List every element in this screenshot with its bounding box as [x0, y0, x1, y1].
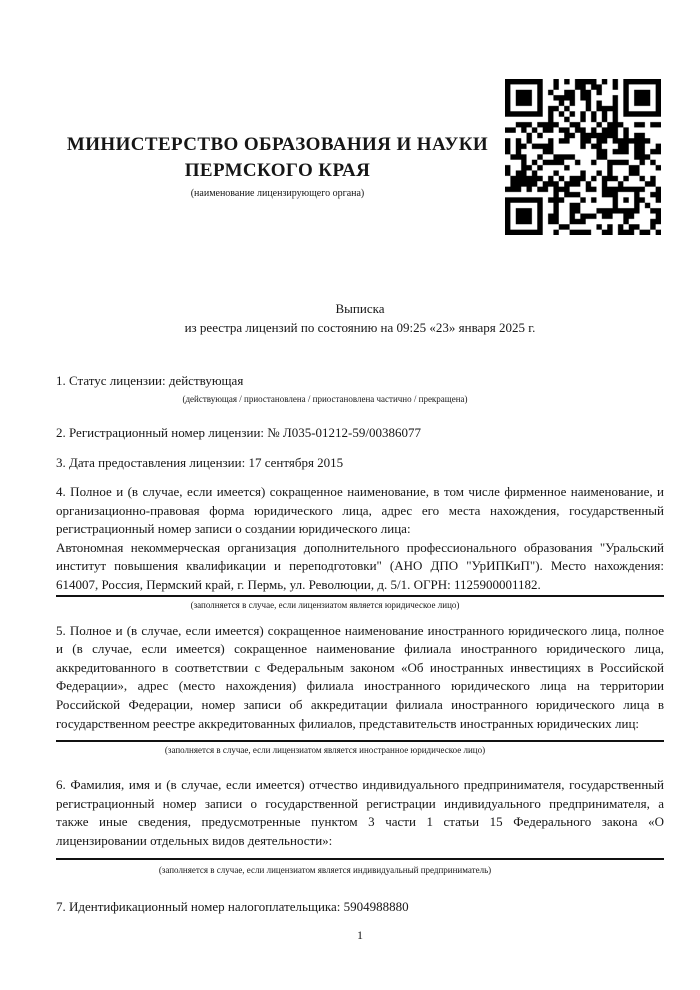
legal-entity-rule	[56, 595, 664, 597]
text-line: институт повышения квалификации и переподготовки" (АНО ДПО "УрИПКиП"). Место нахождения:	[56, 558, 664, 574]
foreign-entity-rule	[56, 740, 664, 742]
text-line: 614007, Россия, Пермский край, г. Пермь, ул. Революции, д. 5/1. ОГРН: 1125900001182.	[56, 576, 541, 592]
legal-entity-answer	[56, 539, 664, 595]
legal-entity-caption: (заполняется в случае, если лицензиатом является юридическое лицо)	[190, 599, 460, 610]
text-line: 5. Полное и (в случае, если имеется) сокращенное наименование иностранного юридического лица, полное	[56, 622, 664, 638]
page-number: 1	[357, 928, 363, 942]
registration-number-line: 2. Регистрационный номер лицензии: № Л035-01212-59/00386077	[56, 424, 422, 440]
entrepreneur-clause	[56, 776, 664, 850]
text-line: организационно-правовая форма юридического лица, адрес его места нахождения, государственный	[56, 502, 664, 518]
grant-date-line: 3. Дата предоставления лицензии: 17 сентября 2015	[56, 455, 344, 471]
text-line: Российской Федерации, номер записи об аккредитации филиала иностранного юридического лица в	[56, 696, 664, 712]
text-line: 6. Фамилия, имя и (в случае, если имеется) отчество индивидуального предпринимателя, государственный	[56, 777, 664, 793]
document-body	[56, 0, 664, 917]
license-status-caption: (действующая / приостановлена / приостановлена частично / прекращена)	[182, 393, 468, 404]
ministry-name-line1: МИНИСТЕРСТВО ОБРАЗОВАНИЯ И НАУКИ	[66, 134, 489, 155]
ministry-name-line2: ПЕРМСКОГО КРАЯ	[184, 160, 371, 181]
text-line: аккредитованного в соответствии с Федеральным законом «Об иностранных инвестициях в Российской	[56, 659, 664, 675]
authority-caption: (наименование лицензирующего органа)	[190, 188, 365, 199]
license-status-line: 1. Статус лицензии: действующая	[56, 373, 244, 389]
text-line: 4. Полное и (в случае, если имеется) сокращенное наименование, в том числе фирменное наименование, и	[56, 483, 664, 499]
text-line: также иные сведения, предусмотренные пунктом 3 части 1 статьи 15 Федерального закона «О	[56, 814, 664, 830]
text-line: регистрационный номер записи о создании юридического лица:	[56, 521, 411, 537]
text-line: регистрационный номер записи о государственной регистрации индивидуального предпринимателя, а	[56, 795, 664, 811]
foreign-entity-clause	[56, 622, 664, 734]
text-line: Автономная некоммерческая организация дополнительного профессионального образования "Уральский	[56, 539, 664, 555]
text-line: государственном реестре аккредитованных филиалов, представительств иностранных юридических лиц:	[56, 715, 640, 731]
entrepreneur-caption: (заполняется в случае, если лицензиатом является индивидуальный предприниматель)	[158, 865, 492, 876]
document-title	[56, 300, 664, 337]
foreign-entity-caption: (заполняется в случае, если лицензиатом является иностранное юридическое лицо)	[164, 745, 486, 756]
text-line: и (в случае, если имеется) сокращенное наименование филиала иностранного юридического лица,	[56, 641, 664, 657]
title-line1: Выписка	[335, 301, 385, 316]
legal-entity-clause	[56, 483, 664, 539]
text-line: Федерации», адрес (место нахождения) филиала иностранного юридического лица на территории	[56, 678, 664, 694]
text-line: лицензировании отдельных видов деятельности»:	[56, 832, 333, 848]
taxpayer-id-line: 7. Идентификационный номер налогоплательщика: 5904988880	[56, 899, 409, 915]
title-line2: из реестра лицензий по состоянию на 09:25 «23» января 2025 г.	[184, 319, 536, 335]
entrepreneur-rule	[56, 858, 664, 860]
